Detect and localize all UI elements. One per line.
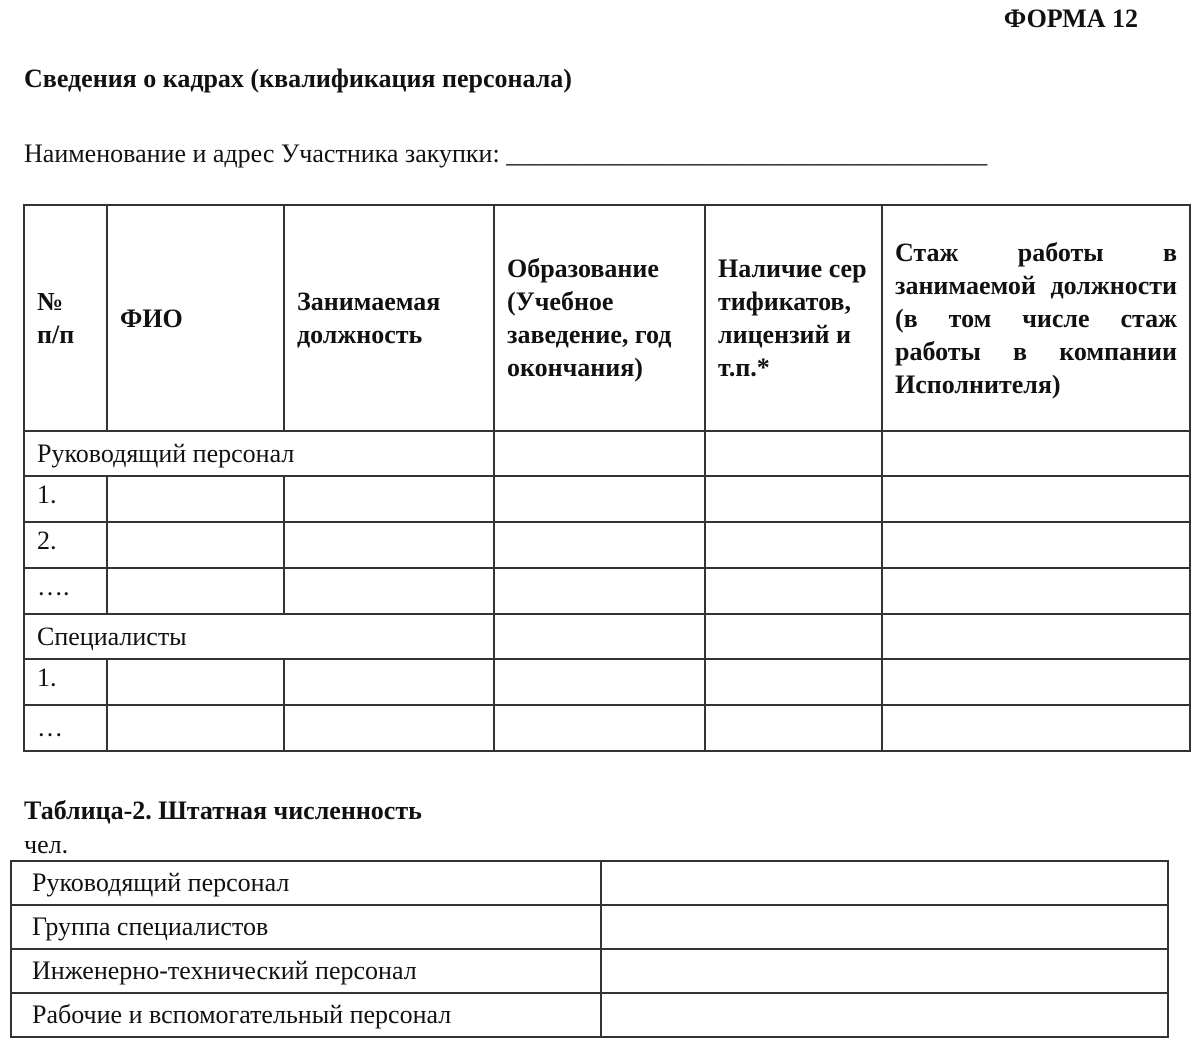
cell-category: Руководящий персонал — [11, 861, 601, 905]
cell-fio[interactable] — [107, 659, 284, 705]
form-number: ФОРМА 12 — [1003, 4, 1138, 33]
cell-certificates[interactable] — [705, 476, 882, 522]
cell-certificates[interactable] — [705, 522, 882, 568]
cell-certificates[interactable] — [705, 705, 882, 751]
cell-certificates[interactable] — [705, 659, 882, 705]
table-row — [11, 905, 1168, 949]
document-title: Сведения о кадрах (квалификация персонала) — [24, 64, 572, 93]
cell-number: 2. — [24, 522, 107, 568]
table2-caption: Таблица-2. Штатная численность — [24, 796, 422, 825]
header-education: Образование (Учебное заведение, год окончания) — [494, 205, 705, 431]
cell-number: 1. — [24, 659, 107, 705]
header-position: Занимаемая должность — [284, 205, 494, 431]
cell-education[interactable] — [494, 614, 705, 659]
cell-count[interactable] — [601, 861, 1168, 905]
table-row — [11, 993, 1168, 1037]
table-row — [24, 659, 1190, 705]
headcount-table — [10, 860, 1169, 1038]
cell-certificates[interactable] — [705, 614, 882, 659]
table-row — [11, 861, 1168, 905]
header-row — [24, 205, 1190, 431]
header-certificates: Наличие сертификатов, лицензий и т.п.* — [705, 205, 882, 431]
participant-line — [24, 139, 987, 169]
cell-experience[interactable] — [882, 614, 1190, 659]
cell-fio[interactable] — [107, 476, 284, 522]
cell-experience[interactable] — [882, 659, 1190, 705]
group-label: Руководящий персонал — [24, 431, 494, 476]
cell-category: Рабочие и вспомогательный персонал — [11, 993, 601, 1037]
cell-number: … — [24, 705, 107, 751]
table-row — [24, 476, 1190, 522]
group-row-specialists — [24, 614, 1190, 659]
cell-experience[interactable] — [882, 568, 1190, 614]
staff-qualification-table — [23, 204, 1191, 752]
cell-count[interactable] — [601, 993, 1168, 1037]
cell-position[interactable] — [284, 705, 494, 751]
cell-fio[interactable] — [107, 522, 284, 568]
cell-education[interactable] — [494, 705, 705, 751]
cell-certificates[interactable] — [705, 431, 882, 476]
cell-education[interactable] — [494, 659, 705, 705]
table-row — [24, 705, 1190, 751]
cell-position[interactable] — [284, 476, 494, 522]
cell-experience[interactable] — [882, 705, 1190, 751]
cell-fio[interactable] — [107, 568, 284, 614]
cell-education[interactable] — [494, 476, 705, 522]
cell-count[interactable] — [601, 905, 1168, 949]
cell-number: …. — [24, 568, 107, 614]
cell-position[interactable] — [284, 568, 494, 614]
header-number: № п/п — [24, 205, 107, 431]
cell-experience[interactable] — [882, 522, 1190, 568]
cell-category: Группа специалистов — [11, 905, 601, 949]
group-row-management — [24, 431, 1190, 476]
cell-experience[interactable] — [882, 431, 1190, 476]
cell-number: 1. — [24, 476, 107, 522]
cell-fio[interactable] — [107, 705, 284, 751]
cell-category: Инженерно-технический персонал — [11, 949, 601, 993]
cell-experience[interactable] — [882, 476, 1190, 522]
cell-education[interactable] — [494, 568, 705, 614]
table2-unit: чел. — [24, 830, 69, 859]
table-row — [24, 568, 1190, 614]
cell-education[interactable] — [494, 522, 705, 568]
table-row — [11, 949, 1168, 993]
participant-field[interactable]: _____________________________________ — [506, 139, 988, 168]
cell-count[interactable] — [601, 949, 1168, 993]
header-experience: Стаж работы в занимаемой должности (в том числе стаж работы в компании Исполнителя) — [882, 205, 1190, 431]
cell-education[interactable] — [494, 431, 705, 476]
participant-label: Наименование и адрес Участника закупки: — [24, 139, 500, 168]
cell-certificates[interactable] — [705, 568, 882, 614]
cell-position[interactable] — [284, 522, 494, 568]
header-fio: ФИО — [107, 205, 284, 431]
group-label: Специалисты — [24, 614, 494, 659]
cell-position[interactable] — [284, 659, 494, 705]
table-row — [24, 522, 1190, 568]
